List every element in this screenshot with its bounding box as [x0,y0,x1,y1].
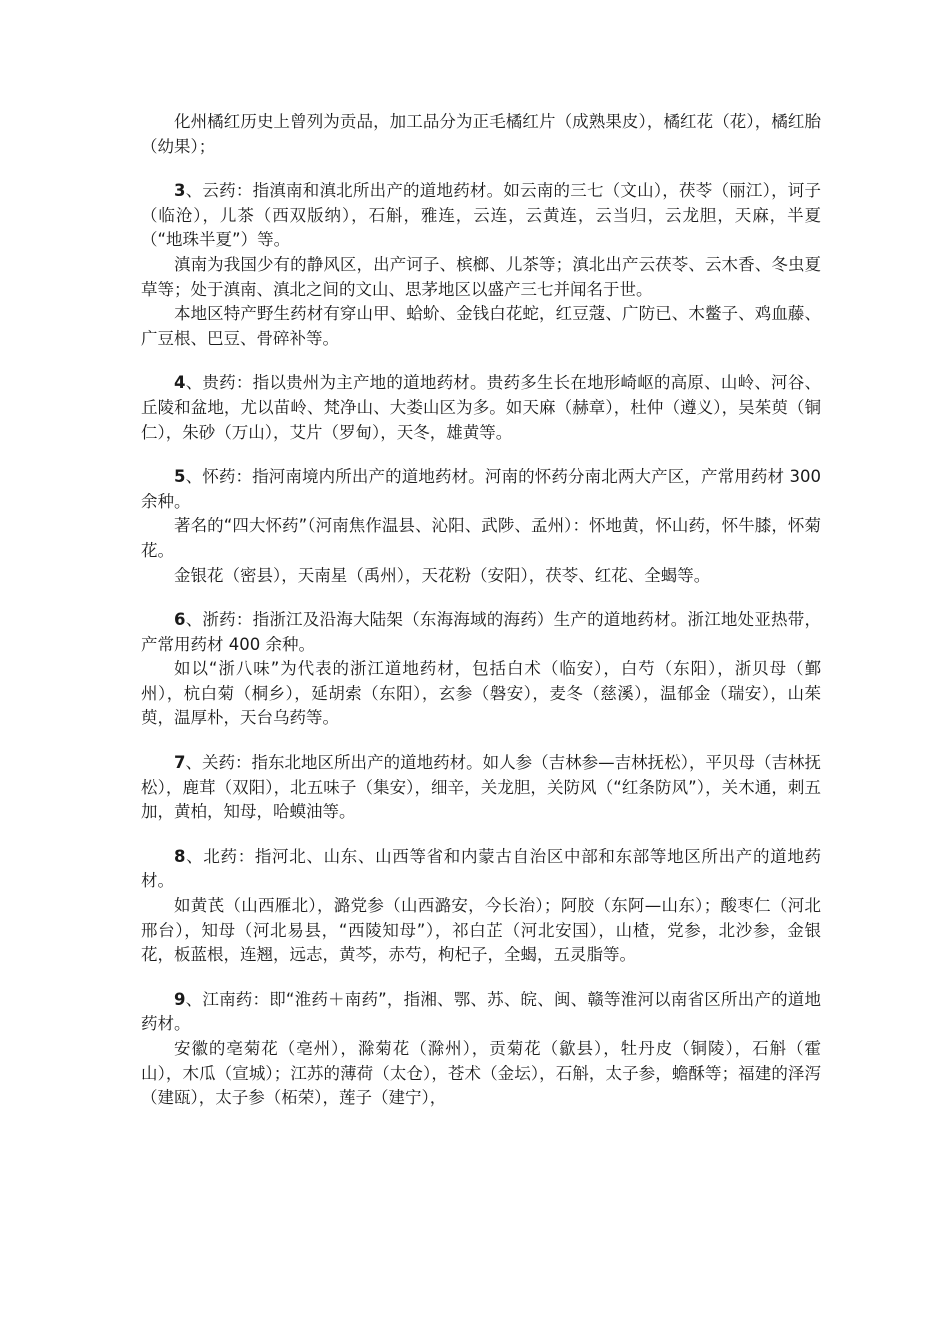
section-lead-text: 、浙药：指浙江及沿海大陆架（东海海域的海药）生产的道地药材。浙江地处亚热带，产常用药材 400 余种。 [141,610,821,654]
section-lead [141,465,821,514]
paragraph: 滇南为我国少有的静风区，出产诃子、槟榔、儿茶等；滇北出产云茯苓、云木香、冬虫夏草等；处于滇南、滇北之间的文山、思茅地区以盛产三七并闻名于世。 [141,254,821,299]
section-number: 6 [174,610,186,630]
paragraph: 金银花（密县），天南星（禹州），天花粉（安阳），茯苓、红花、全蝎等。 [174,565,711,585]
section-lead [141,751,821,825]
block-huazhou-juhong [141,110,821,159]
section-number: 3 [174,181,186,201]
paragraph: 如黄芪（山西雁北），潞党参（山西潞安，今长治）；阿胶（东阿—山东）；酸枣仁（河北邢台），知母（河北易县，“西陵知母”），祁白芷（河北安国），山楂，党参，北沙参，金银花，板蓝根，连翘，远志，黄芩，赤芍，枸杞子，全蝎，五灵脂等。 [141,896,821,965]
section-lead-text: 、北药：指河北、山东、山西等省和内蒙古自治区中部和东部等地区所出产的道地药材。 [141,846,821,891]
paragraph: 安徽的亳菊花（亳州），滁菊花（滁州），贡菊花（歙县），牡丹皮（铜陵），石斛（霍山），木瓜（宣城）；江苏的薄荷（太仓），苍术（金坛），石斛，太子参，蟾酥等；福建的泽泻（建瓯），太子参（柘荣），莲子（建宁）， [141,1039,821,1108]
section-lead [141,845,821,894]
section-number: 5 [174,467,186,487]
section-lead [141,608,821,657]
paragraph: 本地区特产野生药材有穿山甲、蛤蚧、金钱白花蛇，红豆蔻、广防已、木鳖子、鸡血藤、广豆根、巴豆、骨碎补等。 [141,304,821,348]
section-number: 9 [174,989,186,1009]
block-jiangnanyao [141,988,821,1111]
section-lead-text: 、江南药：即“淮药＋南药”，指湘、鄂、苏、皖、闽、赣等淮河以南省区所出产的道地药材。 [141,989,821,1034]
section-lead-text: 、关药：指东北地区所出产的道地药材。如人参（吉林参—吉林抚松），平贝母（吉林抚松），鹿茸（双阳），北五味子（集安），细辛，关龙胆，关防风（“红条防风”），关木通，刺五加，黄柏，知母，哈蟆油等。 [141,753,821,822]
paragraph: 著名的“四大怀药”（河南焦作温县、沁阳、武陟、孟州）：怀地黄，怀山药，怀牛膝，怀菊花。 [141,516,821,560]
paragraph: 如以“浙八味”为代表的浙江道地药材，包括白术（临安），白芍（东阳），浙贝母（鄞州），杭白菊（桐乡），延胡索（东阳），玄参（磐安），麦冬（慈溪），温郁金（瑞安），山茱萸，温厚朴，天台乌药等。 [141,659,821,728]
section-number: 8 [174,846,186,866]
document-page [141,110,821,1131]
section-lead [141,371,821,445]
block-beiyao [141,845,821,968]
block-huaiyao [141,465,821,588]
section-lead [141,988,821,1037]
section-lead [141,179,821,253]
block-yunyao [141,179,821,351]
section-lead-text: 、云药：指滇南和滇北所出产的道地药材。如云南的三七（文山），茯苓（丽江），诃子（临沧），儿茶（西双版纳），石斛，雅连，云连，云黄连，云当归，云龙胆，天麻，半夏（“地珠半夏”）等。 [141,181,821,250]
section-number: 4 [174,373,186,393]
section-number: 7 [174,753,186,773]
block-zheyao [141,608,821,731]
block-guiyao [141,371,821,445]
section-lead-text: 、怀药：指河南境内所出产的道地药材。河南的怀药分南北两大产区，产常用药材 300 余种。 [141,467,821,511]
section-lead-text: 、贵药：指以贵州为主产地的道地药材。贵药多生长在地形崎岖的高原、山岭、河谷、丘陵和盆地，尤以苗岭、梵净山、大娄山区为多。如天麻（赫章），杜仲（遵义），吴茱萸（铜仁），朱砂（万山），艾片（罗甸），天冬，雄黄等。 [141,373,821,442]
paragraph: 化州橘红历史上曾列为贡品，加工品分为正毛橘红片（成熟果皮），橘红花（花），橘红胎（幼果）； [141,112,821,156]
block-guanyao [141,751,821,825]
